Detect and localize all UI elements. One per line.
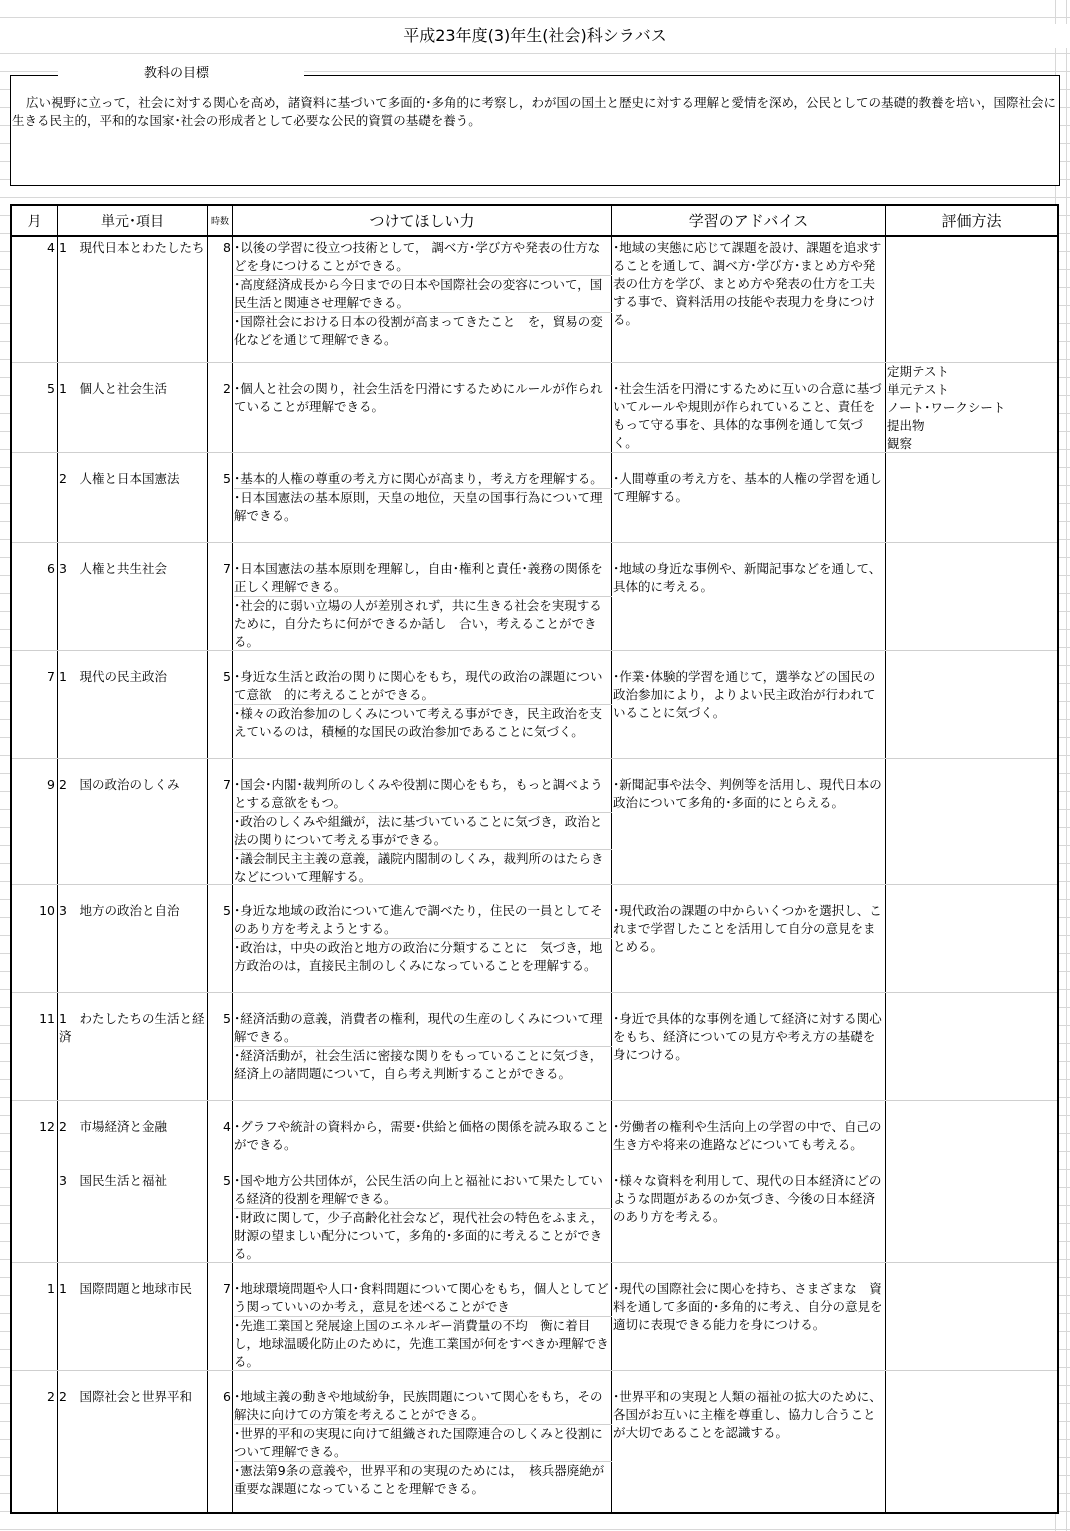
row-skills (234, 380, 612, 416)
row-hours: 8 (223, 240, 231, 255)
row-hours: 4 (223, 1119, 231, 1134)
evaluation-item: ノート･ワークシート (887, 400, 1006, 415)
row-skills (234, 668, 612, 741)
header-unit: 単元･項目 (58, 206, 207, 237)
row-month: 4 (47, 240, 55, 255)
header-hours: 時数 (208, 206, 232, 237)
row-skills (234, 239, 612, 349)
row-hours: 2 (223, 381, 231, 396)
row-month: 7 (47, 669, 55, 684)
header-evaluation: 評価方法 (886, 206, 1057, 237)
header-rule (12, 235, 1057, 237)
row-skills (234, 560, 612, 651)
skill-item: ･高度経済成長から今日までの日本や国際社会の変容について，国民生活と関連させ理解できる。 (234, 275, 612, 312)
row-divider (12, 758, 1057, 759)
row-hours: 7 (223, 777, 231, 792)
row-advice: ･世界平和の実現と人類の福祉の拡大のために、各国がお互いに主権を尊重し、協力し合うことが大切であることを認識する。 (613, 1389, 882, 1440)
skill-item: ･経済活動の意義，消費者の権利，現代の生産のしくみについて理解できる。 (234, 1011, 603, 1044)
header-advice: 学習のアドバイス (612, 206, 885, 237)
row-skills (234, 1388, 612, 1498)
goal-box (10, 75, 1060, 186)
row-unit: 2 国際社会と世界平和 (59, 1389, 192, 1404)
skill-item: ･国会･内閣･裁判所のしくみや役割に関心をもち，もっと調べようとする意欲をもつ。 (234, 777, 603, 810)
row-unit: 2 市場経済と金融 (59, 1119, 167, 1134)
row-skills (234, 1280, 612, 1371)
row-month: 11 (39, 1011, 55, 1026)
skill-item: ･経済活動が，社会生活に密接な関りをもっていることに気づき，経済上の諸問題について，自ら考え判断することができる。 (234, 1046, 612, 1083)
row-skills (234, 776, 612, 886)
row-hours: 5 (223, 669, 231, 684)
row-advice: ･地域の身近な事例や、新聞記事などを通して、具体的に考える。 (613, 561, 882, 594)
header-skills: つけてほしい力 (233, 206, 611, 237)
row-unit: 3 人権と共生社会 (59, 561, 167, 576)
skill-item: ･社会的に弱い立場の人が差別されず，共に生きる社会を実現するために，自分たちに何ができるか話し 合い，考えることができる。 (234, 596, 612, 651)
skill-item: ･憲法第9条の意義や，世界平和の実現のためには， 核兵器廃絶が重要な課題になっていることを理解できる。 (234, 1461, 612, 1498)
goal-label: 教科の目標 (58, 62, 304, 86)
evaluation-item: 定期テスト (887, 364, 950, 379)
row-unit: 3 地方の政治と自治 (59, 903, 180, 918)
row-unit: 1 現代日本とわたしたち (59, 240, 205, 255)
row-unit: 3 国民生活と福祉 (59, 1173, 167, 1188)
skill-item: ･地球環境問題や人口･食料問題について関心をもち，個人としてどう関っていいのか考え，意見を述べることができ (234, 1281, 609, 1314)
skill-item: ･個人と社会の関り，社会生活を円滑にするためにルールが作られていることが理解できる。 (234, 381, 603, 414)
syllabus-table (10, 204, 1059, 1514)
skill-item: ･政治のしくみや組織が，法に基づいていることに気づき，政治と法の関りについて考える事ができる。 (234, 812, 612, 849)
row-hours: 5 (223, 1011, 231, 1026)
row-unit: 1 現代の民主政治 (59, 669, 167, 684)
skill-item: ･議会制民主主義の意義，議院内閣制のしくみ，裁判所のはたらきなどについて理解する。 (234, 849, 612, 886)
row-advice: ･人間尊重の考え方を、基本的人権の学習を通して理解する。 (613, 471, 882, 504)
skill-item: ･日本国憲法の基本原則を理解し，自由･権利と責任･義務の関係を正しく理解できる。 (234, 561, 603, 594)
page-title: 平成23年度(3)年生(社会)科シラバス (0, 24, 1070, 48)
row-advice: ･現代の国際社会に関心を持ち、さまざまな 資料を通して多面的･多角的に考え、自分の意見を適切に表現できる能力を身につける。 (613, 1281, 883, 1332)
col-divider (232, 206, 233, 1512)
row-advice: ･地域の実態に応じて課題を設け、課題を追求することを通して、調べ方･学び方･まとめ方や発表の仕方を学び、まとめ方や発表の仕方を工夫する事で、資料活用の技能や表現力を身につける。 (613, 240, 882, 327)
row-month: 10 (39, 903, 55, 918)
col-divider (885, 206, 886, 1512)
skill-item: ･先進工業国と発展途上国のエネルギー消費量の不均 衡に着目し，地球温暖化防止のために，先進工業国が何をすべきか理解できる。 (234, 1316, 612, 1371)
row-skills (234, 902, 612, 975)
evaluation-item: 観察 (887, 436, 913, 451)
row-hours: 7 (223, 1281, 231, 1296)
row-unit: 1 国際問題と地球市民 (59, 1281, 192, 1296)
row-skills (234, 1172, 612, 1263)
col-divider (207, 206, 208, 1512)
row-advice: ･作業･体験的学習を通じて，選挙などの国民の政治参加により，よりよい民主政治が行われていることに気づく。 (613, 669, 876, 720)
skill-item: ･以後の学習に役立つ技術として， 調べ方･学び方や発表の仕方などを身につけることができる。 (234, 240, 601, 273)
skill-item: ･財政に関して，少子高齢化社会など，現代社会の特色をふまえ，財源の望ましい配分について，多角的･多面的に考えることができる。 (234, 1208, 612, 1263)
row-advice: ･現代政治の課題の中からいくつかを選択し、これまで学習したことを活用して自分の意見をまとめる。 (613, 903, 882, 954)
row-divider (12, 1100, 1057, 1101)
skill-item: ･国や地方公共団体が，公民生活の向上と福祉において果たしている経済的役割を理解できる。 (234, 1173, 603, 1206)
row-advice: ･新聞記事や法令、判例等を活用し、現代日本の政治について多角的･多面的にとらえる。 (613, 777, 882, 810)
evaluation-item: 単元テスト (887, 382, 950, 397)
skill-item: ･様々の政治参加のしくみについて考える事ができ，民主政治を支えているのは，積極的な国民の政治参加であることに気づく。 (234, 704, 612, 741)
row-month: 1 (47, 1281, 55, 1296)
skill-item: ･基本的人権の尊重の考え方に関心が高まり，考え方を理解する。 (234, 471, 603, 486)
skill-item: ･世界的平和の実現に向けて組織された国際連合のしくみと役割について理解できる。 (234, 1424, 612, 1461)
row-advice: ･様々な資料を利用して、現代の日本経済にどのような問題があるのか気づき、今後の日本経済のあり方を考える。 (613, 1173, 882, 1224)
skill-item: ･国際社会における日本の役割が高まってきたこと を，貿易の変化などを通じて理解できる。 (234, 312, 612, 349)
row-advice: ･社会生活を円滑にするために互いの合意に基づいてルールや規則が作られていること、責任をもって守る事を、具体的な事例を通して気づく。 (613, 381, 882, 450)
skill-item: ･身近な地域の政治について進んで調べたり，住民の一員としてそのあり方を考えようとする。 (234, 903, 603, 936)
row-hours: 5 (223, 903, 231, 918)
row-month: 2 (47, 1389, 55, 1404)
goal-text: 広い視野に立って，社会に対する関心を高め，諸資料に基づいて多面的･多角的に考察し，わが国の国土と歴史に対する理解と愛情を深め，公民としての基礎的教養を培い，国際社会に生きる民主的，平和的な国家･社会の形成者として必要な公民的資質の基礎を養う。 (12, 95, 1057, 128)
row-unit: 1 個人と社会生活 (59, 381, 167, 396)
row-hours: 7 (223, 561, 231, 576)
row-skills (234, 1010, 612, 1083)
row-month: 5 (47, 381, 55, 396)
skill-item: ･日本国憲法の基本原則，天皇の地位，天皇の国事行為について理解できる。 (234, 488, 612, 525)
row-hours: 6 (223, 1389, 231, 1404)
row-advice: ･労働者の権利や生活向上の学習の中で、自己の生き方や将来の進路などについても考える。 (613, 1119, 882, 1152)
col-divider (57, 206, 58, 1512)
row-skills (234, 1118, 612, 1154)
row-unit: 2 国の政治のしくみ (59, 777, 180, 792)
row-month: 12 (39, 1119, 55, 1134)
header-month: 月 (12, 206, 57, 237)
skill-item: ･身近な生活と政治の関りに関心をもち，現代の政治の課題について意欲 的に考えることができる。 (234, 669, 603, 702)
evaluation-methods (887, 363, 1047, 453)
row-month: 6 (47, 561, 55, 576)
row-hours: 5 (223, 471, 231, 486)
evaluation-item: 提出物 (887, 418, 925, 433)
row-hours: 5 (223, 1173, 231, 1188)
row-unit: 1 わたしたちの生活と経済 (59, 1011, 205, 1044)
skill-item: ･地域主義の動きや地域紛争，民族問題について関心をもち，その解決に向けての方策を考えることができる。 (234, 1389, 603, 1422)
row-skills (234, 470, 612, 525)
row-divider (12, 992, 1057, 993)
skill-item: ･政治は，中央の政治と地方の政治に分類することに 気づき，地方政治のは，直接民主制のしくみになっていることを理解する。 (234, 938, 612, 975)
row-month: 9 (47, 777, 55, 792)
row-divider (12, 542, 1057, 543)
row-advice: ･身近で具体的な事例を通して経済に対する関心をもち、経済についての見方や考え方の基礎を身につける。 (613, 1011, 882, 1062)
skill-item: ･グラフや統計の資料から，需要･供給と価格の関係を読み取ることができる。 (234, 1119, 610, 1152)
row-unit: 2 人権と日本国憲法 (59, 471, 180, 486)
